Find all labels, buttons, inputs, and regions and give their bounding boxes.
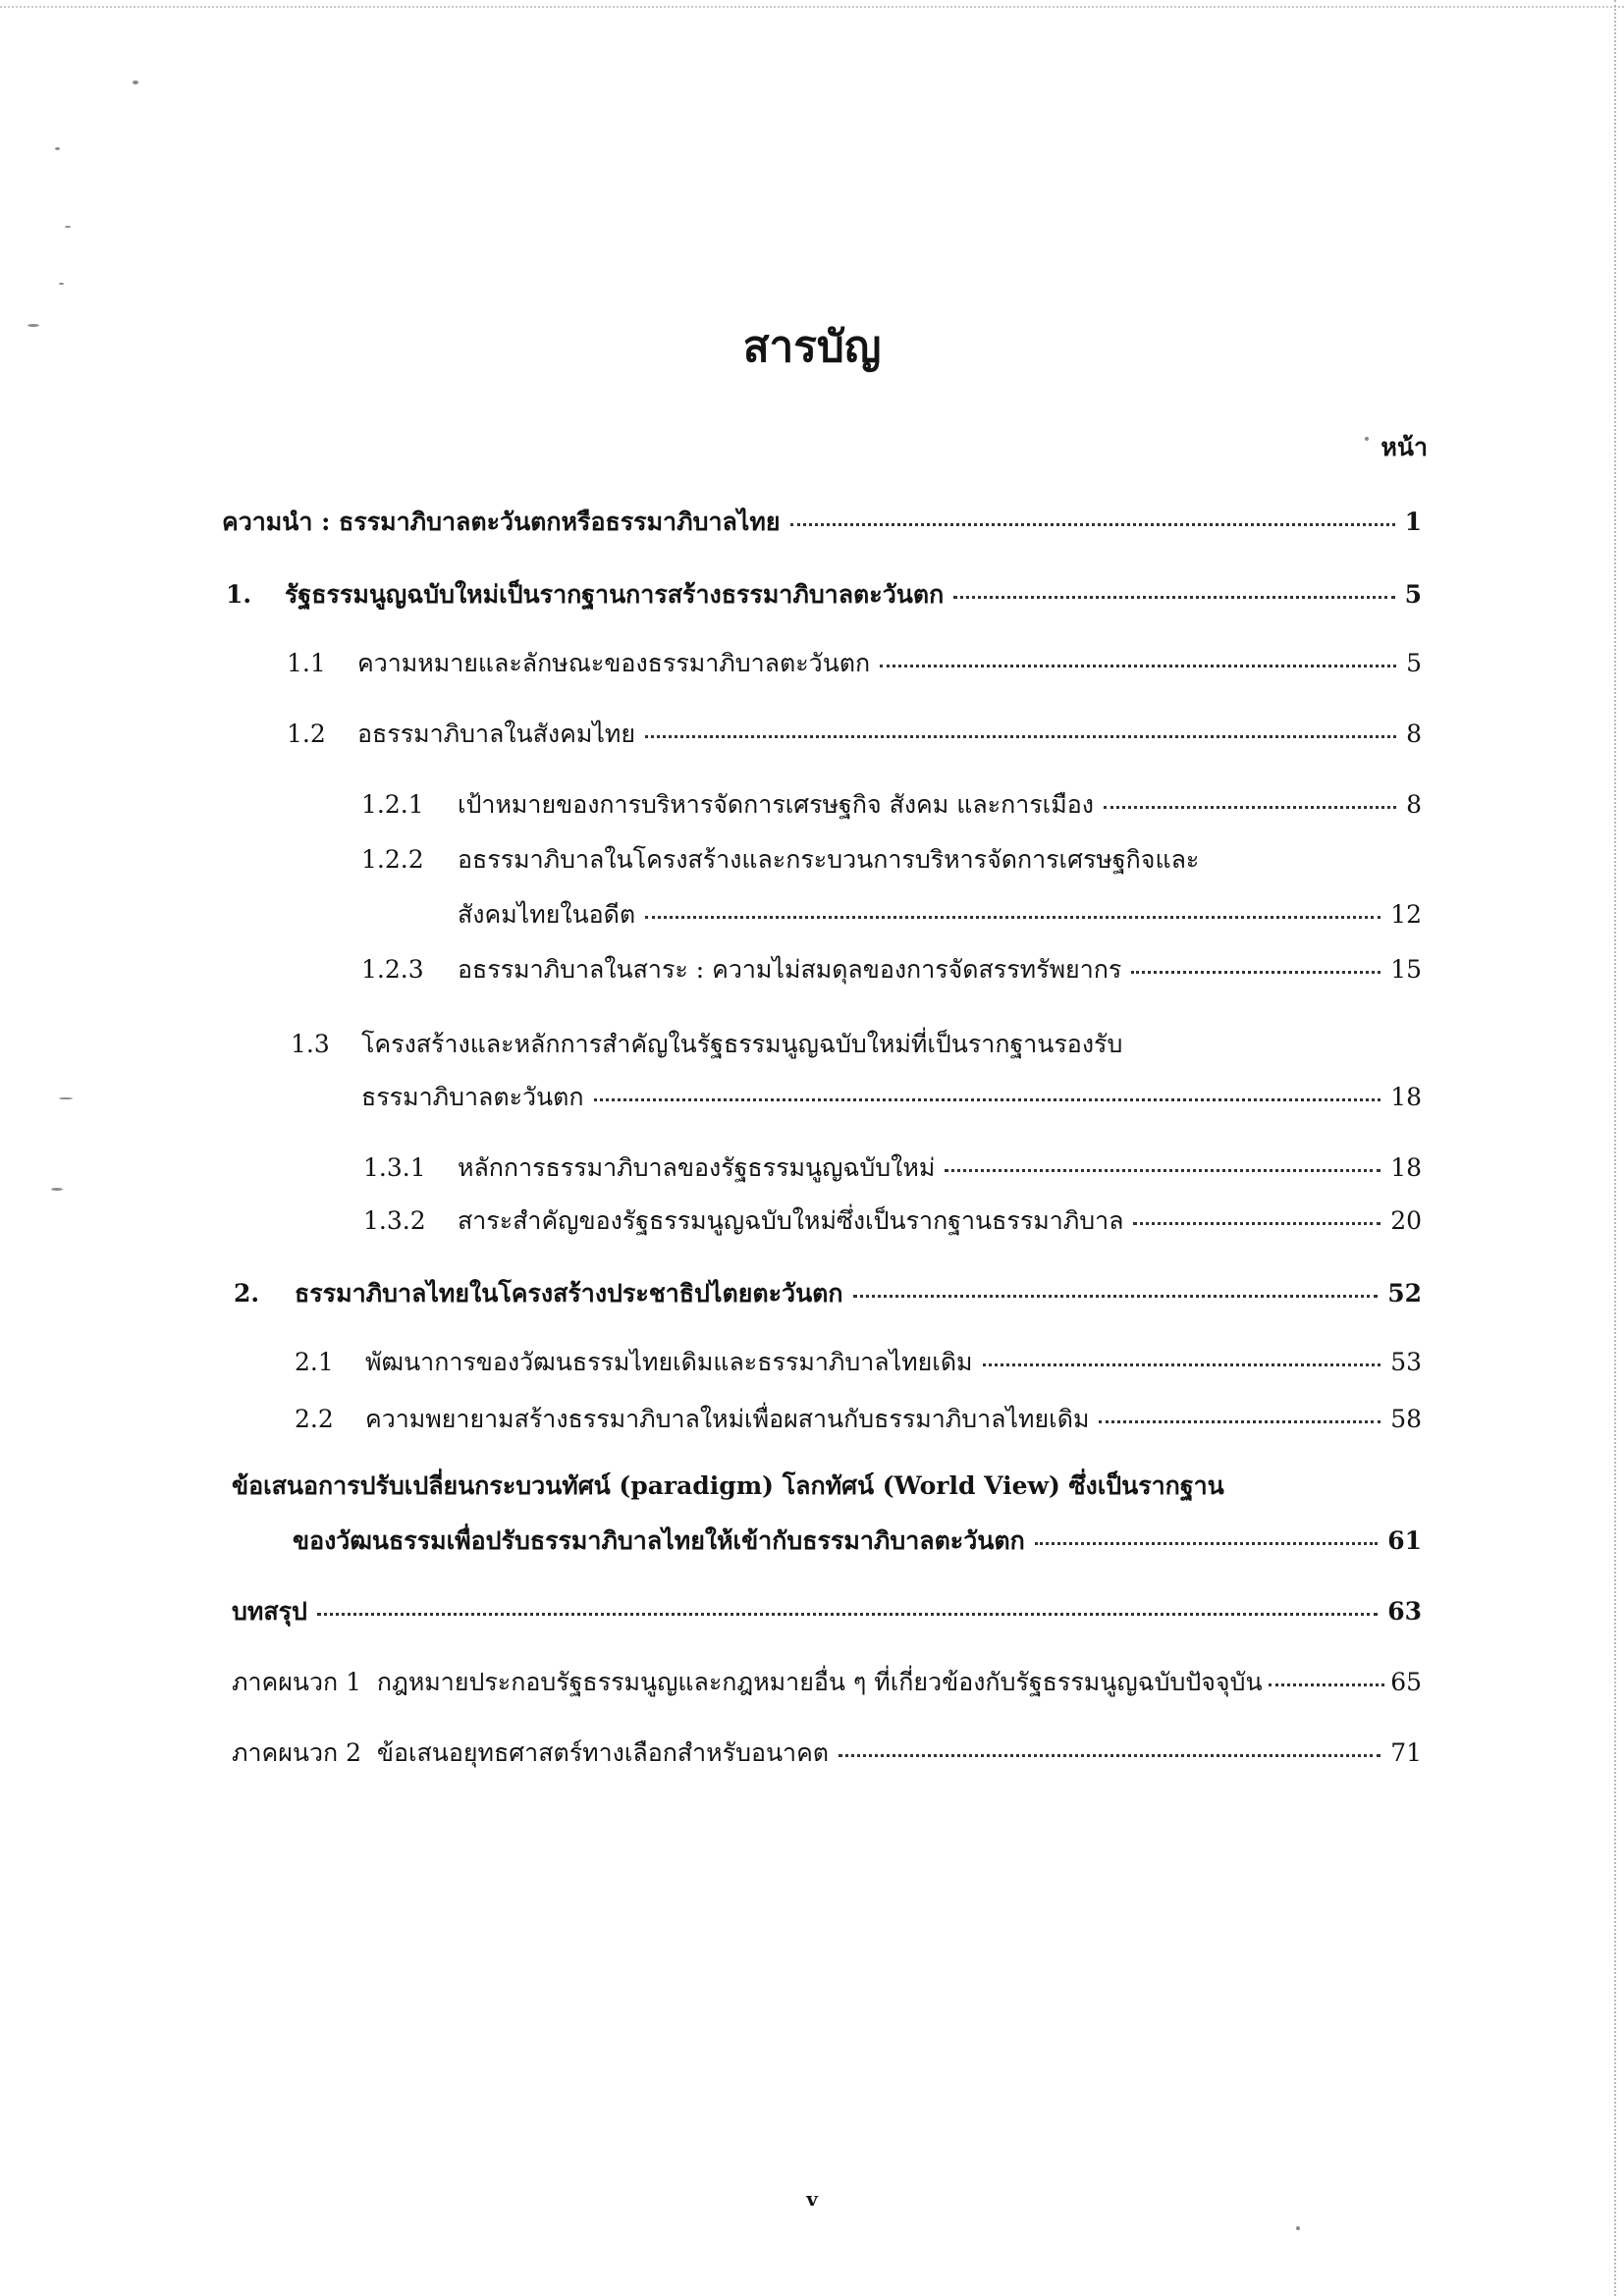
toc-entry-section-1-2-2[interactable] — [361, 840, 1422, 874]
dot-leader — [1131, 970, 1380, 974]
toc-section-number: 2.1 — [295, 1348, 334, 1376]
toc-section-number: 2.2 — [295, 1405, 334, 1433]
toc-entry-appendix-2[interactable] — [232, 1734, 1422, 1767]
dot-leader — [953, 595, 1394, 599]
toc-page-number: 5 — [1404, 580, 1422, 609]
scan-speck — [55, 147, 60, 150]
toc-entry-section-1-3[interactable] — [291, 1025, 1422, 1058]
toc-entry-text: ความนำ : ธรรมาภิบาลตะวันตกหรือธรรมาภิบาลไทย — [222, 507, 781, 536]
toc-entry-section-2[interactable] — [234, 1274, 1422, 1308]
dot-leader — [1035, 1541, 1378, 1545]
toc-section-number: 1.1 — [287, 649, 326, 677]
toc-section-number: 2. — [234, 1279, 260, 1308]
dot-leader — [983, 1362, 1381, 1366]
page-title: สารบัญ — [742, 322, 882, 372]
dot-leader — [880, 664, 1396, 667]
toc-section-number: 1.3.2 — [363, 1206, 426, 1235]
toc-entry-section-1-2-3[interactable] — [361, 950, 1422, 984]
toc-entry-text-cont: สังคมไทยในอดีต — [458, 900, 636, 929]
toc-entry-section-1-2-2-cont[interactable] — [458, 895, 1422, 929]
footer-page-number: v — [806, 2187, 818, 2211]
page-column-label: หน้า — [1380, 433, 1428, 461]
toc-entry-section-1-1[interactable] — [287, 644, 1422, 677]
toc-section-number: 1.3 — [291, 1030, 330, 1058]
toc-page-number: 53 — [1390, 1348, 1422, 1376]
toc-entry-section-2-1[interactable] — [295, 1343, 1422, 1376]
toc-entry-text: อธรรมาภิบาลในโครงสร้างและกระบวนการบริหารจัดการเศรษฐกิจและ — [458, 845, 1200, 874]
toc-page-number: 71 — [1390, 1738, 1422, 1767]
toc-entry-text: พัฒนาการของวัฒนธรรมไทยเดิมและธรรมาภิบาลไทยเดิม — [365, 1348, 973, 1376]
toc-page-number: 20 — [1390, 1206, 1422, 1235]
toc-entry-text: ธรรมาภิบาลไทยในโครงสร้างประชาธิปไตยตะวันตก — [295, 1279, 843, 1308]
dot-leader — [853, 1294, 1379, 1298]
toc-page-number: 61 — [1387, 1526, 1422, 1555]
toc-entry-text: อธรรมาภิบาลในสาระ : ความไม่สมดุลของการจัดสรรทรัพยากร — [458, 955, 1122, 984]
scan-top-edge — [0, 0, 1624, 8]
toc-entry-section-1-2[interactable] — [287, 715, 1422, 748]
dot-leader — [945, 1168, 1380, 1172]
toc-entry-text: บทสรุป — [232, 1597, 307, 1626]
dot-leader — [1133, 1221, 1380, 1225]
toc-page-number: 12 — [1390, 900, 1422, 929]
dot-leader — [790, 522, 1395, 526]
toc-section-number: 1. — [226, 580, 252, 609]
dot-leader — [1269, 1682, 1385, 1686]
dot-leader — [317, 1612, 1378, 1616]
dot-leader — [1104, 805, 1396, 809]
toc-entry-text: ภาคผนวก 1 กฎหมายประกอบรัฐธรรมนูญและกฎหมายอื่น ๆ ที่เกี่ยวข้องกับรัฐธรรมนูญฉบับปัจจุบัน — [232, 1668, 1263, 1696]
dot-leader — [1099, 1419, 1380, 1423]
toc-entry-text: ความพยายามสร้างธรรมาภิบาลใหม่เพื่อผสานกับธรรมาภิบาลไทยเดิม — [365, 1405, 1090, 1433]
toc-entry-text: ภาคผนวก 2 ข้อเสนอยุทธศาสตร์ทางเลือกสำหรับอนาคต — [232, 1738, 830, 1767]
toc-page-number: 1 — [1404, 507, 1422, 536]
scan-speck — [51, 1188, 63, 1191]
toc-page-number: 5 — [1406, 649, 1422, 677]
toc-section-number: 1.2.1 — [361, 790, 424, 819]
dot-leader — [645, 915, 1380, 919]
dot-leader — [645, 734, 1396, 738]
toc-entry-text: สาระสำคัญของรัฐธรรมนูญฉบับใหม่ซึ่งเป็นรากฐานธรรมาภิบาล — [458, 1206, 1124, 1235]
toc-entry-appendix-1[interactable] — [232, 1663, 1422, 1696]
toc-entry-text: ข้อเสนอการปรับเปลี่ยนกระบวนทัศน์ (paradigm) โลกทัศน์ (World View) ซึ่งเป็นรากฐาน — [232, 1471, 1224, 1500]
scan-speck — [59, 283, 64, 285]
toc-page-number: 15 — [1390, 955, 1422, 984]
scan-speck — [133, 80, 138, 84]
toc-page-number: 58 — [1390, 1405, 1422, 1433]
toc-entry-text: โครงสร้างและหลักการสำคัญในรัฐธรรมนูญฉบับใหม่ที่เป็นรากฐานรองรับ — [361, 1030, 1123, 1058]
toc-entry-proposal[interactable] — [232, 1467, 1422, 1500]
toc-entry-proposal-cont[interactable] — [293, 1522, 1422, 1555]
scan-speck — [65, 226, 71, 228]
scan-speck — [1365, 437, 1369, 441]
toc-page-number: 52 — [1387, 1279, 1422, 1308]
toc-entry-section-1-3-2[interactable] — [363, 1201, 1422, 1235]
toc-entry-section-1-2-1[interactable] — [361, 785, 1422, 819]
toc-entry-text: หลักการธรรมาภิบาลของรัฐธรรมนูญฉบับใหม่ — [458, 1153, 936, 1182]
toc-entry-text: รัฐธรรมนูญฉบับใหม่เป็นรากฐานการสร้างธรรมาภิบาลตะวันตก — [285, 580, 945, 609]
scan-speck — [59, 1097, 73, 1099]
toc-entry-summary[interactable] — [232, 1592, 1422, 1626]
toc-entry-section-1-3-1[interactable] — [363, 1148, 1422, 1182]
toc-entry-text-cont: ธรรมาภิบาลตะวันตก — [361, 1083, 584, 1111]
dot-leader — [839, 1753, 1380, 1757]
scan-speck — [1296, 2226, 1300, 2230]
toc-entry-text: อธรรมาภิบาลในสังคมไทย — [357, 720, 636, 748]
toc-entry-text-cont: ของวัฒนธรรมเพื่อปรับธรรมาภิบาลไทยให้เข้ากับธรรมาภิบาลตะวันตก — [293, 1526, 1025, 1555]
toc-entry-intro[interactable] — [222, 503, 1422, 536]
toc-page-number: 18 — [1390, 1153, 1422, 1182]
toc-page-number: 18 — [1390, 1083, 1422, 1111]
toc-section-number: 1.2.2 — [361, 845, 424, 874]
toc-entry-text: ความหมายและลักษณะของธรรมาภิบาลตะวันตก — [357, 649, 871, 677]
toc-section-number: 1.3.1 — [363, 1153, 426, 1182]
toc-page-number: 8 — [1406, 720, 1422, 748]
toc-entry-section-1[interactable] — [226, 575, 1422, 609]
toc-page-number: 8 — [1406, 790, 1422, 819]
toc-page-number: 63 — [1387, 1597, 1422, 1626]
toc-entry-section-1-3-cont[interactable] — [361, 1078, 1422, 1111]
dot-leader — [594, 1097, 1381, 1101]
toc-entry-text: เป้าหมายของการบริหารจัดการเศรษฐกิจ สังคม และการเมือง — [458, 790, 1094, 819]
toc-section-number: 1.2 — [287, 720, 326, 748]
toc-section-number: 1.2.3 — [361, 955, 424, 984]
toc-page-number: 65 — [1390, 1668, 1422, 1696]
toc-entry-section-2-2[interactable] — [295, 1400, 1422, 1433]
